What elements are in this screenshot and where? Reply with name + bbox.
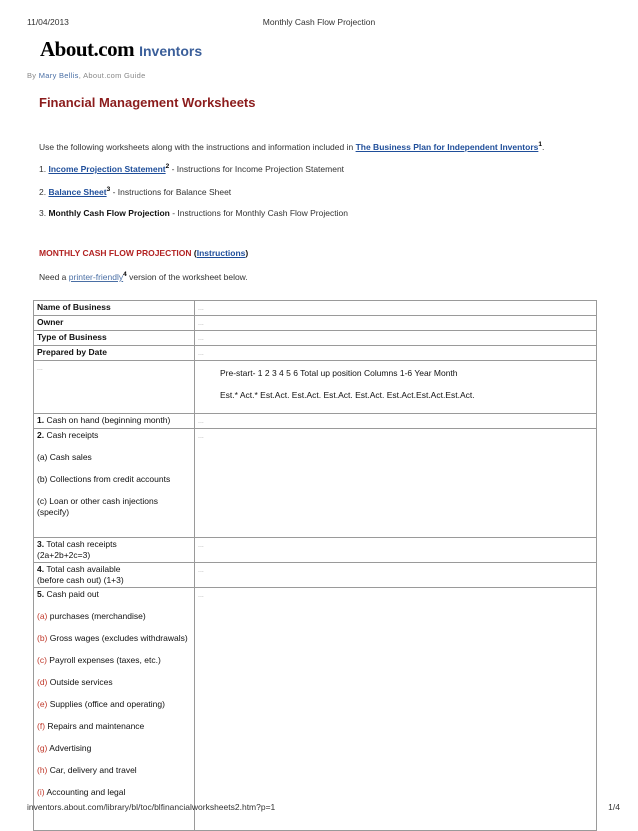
logo-section: Inventors	[139, 43, 203, 59]
footnote-ref: 4	[123, 271, 127, 278]
column-header-line1: Pre-start- 1 2 3 4 5 6 Total up position Columns 1-6 Year Month	[220, 368, 458, 378]
footnote-ref: 3	[106, 186, 111, 193]
printer-pre: Need a	[39, 271, 67, 282]
section-title-text: MONTHLY CASH FLOW PROJECTION	[39, 248, 192, 258]
footnote-ref: 2	[165, 163, 170, 170]
byline	[27, 71, 146, 80]
row-value: ...	[195, 588, 597, 831]
list-number: 1.	[39, 163, 47, 174]
list-desc: - Instructions for Balance Sheet	[110, 186, 232, 197]
printer-friendly-link[interactable]: printer-friendly	[68, 271, 124, 282]
table-row	[34, 331, 597, 346]
list-number: 2.	[39, 186, 47, 197]
paren-open: (	[191, 248, 197, 258]
table-row	[34, 538, 597, 563]
row-label: 3. Total cash receipts (2a+2b+2c=3)	[34, 538, 195, 563]
table-row	[34, 429, 597, 538]
print-date: 11/04/2013	[27, 17, 69, 27]
row-value: ...	[195, 316, 597, 331]
row-label: ...	[34, 361, 195, 414]
balance-sheet-link[interactable]: Balance Sheet	[48, 186, 107, 197]
row-value: ...	[195, 331, 597, 346]
list-number: 3.	[39, 208, 47, 218]
page-title: Financial Management Worksheets	[39, 95, 256, 110]
intro-paragraph	[39, 141, 544, 152]
table-row	[34, 361, 597, 414]
list-item	[39, 163, 344, 174]
author-link[interactable]: Mary Bellis	[38, 71, 79, 80]
page-number: 1/4	[608, 802, 620, 812]
row-label: 2. Cash receipts (a) Cash sales (b) Collections from credit accounts (c) Loan or other cash injections (specify)	[34, 429, 195, 538]
row-label: Type of Business	[34, 331, 195, 346]
table-row	[34, 588, 597, 831]
list-item	[39, 186, 231, 197]
paren-close: )	[245, 248, 249, 258]
row-value: ...	[195, 563, 597, 588]
table-row	[34, 346, 597, 361]
column-header	[195, 361, 597, 414]
table-row	[34, 301, 597, 316]
logo-brand: About.com	[40, 37, 135, 61]
instructions-link[interactable]: Instructions	[196, 248, 246, 258]
list-desc: - Instructions for Monthly Cash Flow Projection	[169, 208, 348, 218]
row-label: 5. Cash paid out (a) purchases (merchandise) (b) Gross wages (excludes withdrawals) (c) Payroll expenses (taxes, etc.) (d) Outside services (e) Supplies (office and operating) (f) Repairs and maintenance (g) Advertising (h) Car, delivery and travel (i) Accounting and legal	[34, 588, 195, 831]
row-value: ...	[195, 538, 597, 563]
table-row	[34, 414, 597, 429]
row-label: Prepared by Date	[34, 346, 195, 361]
row-value: ...	[195, 429, 597, 538]
printer-note	[39, 271, 248, 282]
table-row	[34, 563, 597, 588]
print-title: Monthly Cash Flow Projection	[262, 17, 376, 27]
intro-end: .	[541, 141, 545, 152]
business-plan-link[interactable]: The Business Plan for Independent Inventors	[355, 141, 539, 152]
about-logo[interactable]	[40, 37, 202, 62]
column-header-line2: Est.* Act.* Est.Act. Est.Act. Est.Act. Est.Act. Est.Act.Est.Act.Est.Act.	[220, 390, 475, 400]
list-item	[39, 208, 348, 218]
income-projection-link[interactable]: Income Projection Statement	[48, 163, 166, 174]
intro-text: Use the following worksheets along with the instructions and information included in	[39, 141, 354, 152]
list-bold: Monthly Cash Flow Projection	[48, 208, 170, 218]
row-value: ...	[195, 346, 597, 361]
section-title	[39, 248, 248, 258]
footer-url: inventors.about.com/library/bl/toc/blfinancialworksheets2.htm?p=1	[27, 802, 276, 812]
row-label: Owner	[34, 316, 195, 331]
row-label: Name of Business	[34, 301, 195, 316]
printer-post: version of the worksheet below.	[129, 271, 248, 282]
row-value: ...	[195, 301, 597, 316]
byline-suffix: , About.com Guide	[78, 71, 146, 80]
footnote-ref: 1	[538, 141, 542, 148]
list-desc: - Instructions for Income Projection Statement	[169, 163, 345, 174]
row-value: ...	[195, 414, 597, 429]
row-label: 4. Total cash available (before cash out) (1+3)	[34, 563, 195, 588]
table-row	[34, 316, 597, 331]
byline-prefix: By	[27, 71, 37, 80]
row-label: 1. Cash on hand (beginning month)	[34, 414, 195, 429]
cash-flow-worksheet	[33, 300, 597, 831]
